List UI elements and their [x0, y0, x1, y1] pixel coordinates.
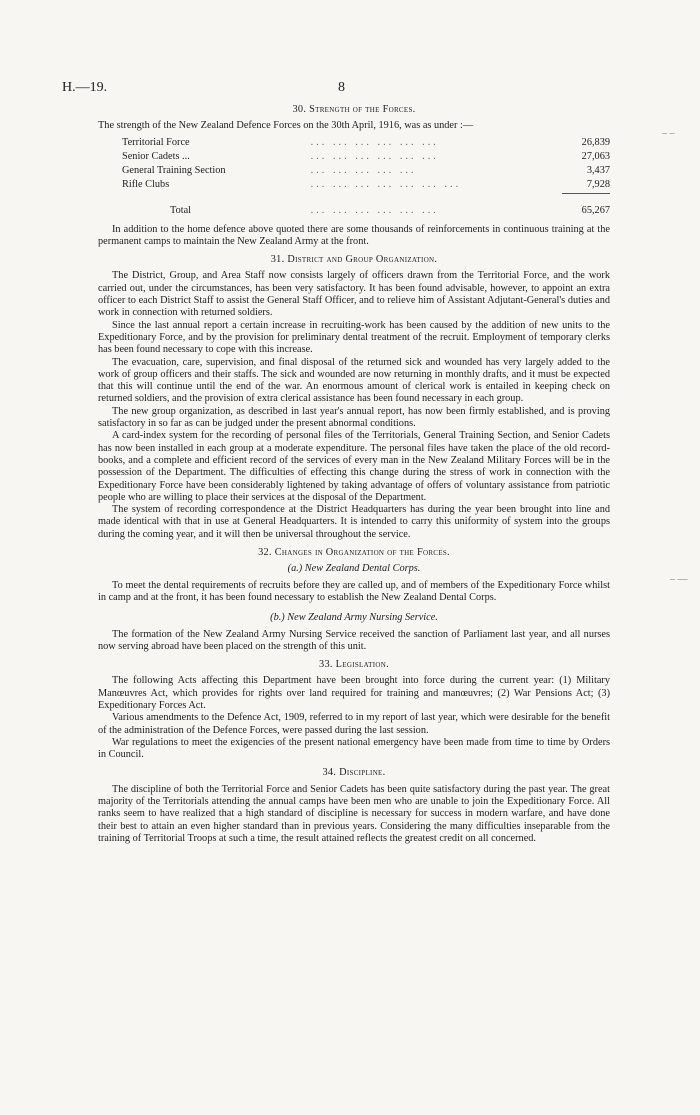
section-33-paragraph: War regulations to meet the exigencies of the present national emergency have been made from time to time by Orders in Council. [98, 736, 610, 761]
section-31-paragraph: The evacuation, care, supervision, and final disposal of the returned sick and wounded has very largely added to the work of group officers and their staffs. The sick and wounded are now returning in monthly drafts, and it must be expected that this will continue until the end of the war. An enormous amount of clerical work is entailed in keeping check on returned soldiers, and the provision of extra clerical assistance has been found necessary in each group. [98, 356, 610, 405]
margin-dash-mark: – –– [670, 574, 688, 585]
section-31-paragraph: Since the last annual report a certain increase in recruiting-work has been caused by the addition of new units to the Expeditionary Force, and by the provision for preliminary dental treatment of the recruit. Employment of temporary clerks has been found necessary to cope with this increase. [98, 319, 610, 356]
section-31-paragraph: The system of recording correspondence at the District Headquarters has during the year been brought into line and made identical with that in use at General Headquarters. It is intended to carry this uniformity of system into the groups during the coming year, and it will then be universal throughout the service. [98, 504, 610, 540]
section-33-paragraph: Various amendments to the Defence Act, 1909, referred to in my report of last year, which were desirable for the benefit of the administration of the Defence Forces, were passed during the last session. [98, 712, 610, 736]
section-32b-paragraph: The formation of the New Zealand Army Nursing Service received the sanction of Parliament last year, and all nurses now serving abroad have been placed on the strength of this unit. [98, 628, 610, 652]
section-32a-paragraph: To meet the dental requirements of recruits before they are called up, and of members of the Expeditionary Force whilst in camp and at the front, it has been found necessary to establish the New Zealand Dental Corps. [98, 579, 610, 603]
total-rule [562, 193, 610, 194]
section-31-paragraph: A card-index system for the recording of personal files of the Territorials, General Training Section, and Senior Cadets has now been installed in each group at a moderate expenditure. The personal files have taken the place of the old record-books, and a complete and efficient record of the services of every man in the New Zealand Military Forces will be in the possession of the Department. The difficulties of effecting this change during the stress of work in connection with the Expeditionary Force have been considerably lightened by taking advantage of offers of voluntary assistance from patriotic people who are willing to place their services at the disposal of the Department. [98, 430, 610, 503]
section-31-paragraph: The District, Group, and Area Staff now consists largely of officers drawn from the Territorial Force, and the work carried out, under the circumstances, has been very satisfactory. It has been found advisable, however, to appoint an extra officer to each District Staff to assist the General Staff Officer, and to relieve him of Assistant Adjutant-General's duties and work in connection with returned soldiers. [98, 270, 610, 319]
report-reference: H.—19. [62, 80, 108, 95]
total-row: Total ... ... ... ... ... ... 65,267 [170, 204, 610, 216]
section-33-heading: 33. Legislation. [319, 659, 389, 671]
section-33-paragraph: The following Acts affecting this Department have been brought into force during the current year: (1) Military Manœuvres Act, which provides for rights over land required for training and manœuvres; (2) War Pensions Act; (3) Expeditionary Forces Act. [98, 675, 610, 711]
section-30-heading: 30. Strength of the Forces. [292, 104, 416, 115]
table-row: Territorial Force ... ... ... ... ... ... 26,839 [122, 136, 610, 148]
section-34-paragraph: The discipline of both the Territorial Force and Senior Cadets has been quite satisfactory during the past year. The great majority of the Territorials attending the annual camps have been men who are unable to join the Expeditionary Force. All ranks seem to have realized that a high standard of discipline is necessary for success in modern warfare, and have done their best to attain an even higher standard than in previous years. Considering the many difficulties inseparable from the training of Territorial Troops at such a time, the result attained reflects the greatest credit on all concerned. [98, 783, 610, 844]
section-30-paragraph: In addition to the home defence above quoted there are some thousands of reinforcements in continuous training at the permanent camps to maintain the New Zealand Army at the front. [98, 223, 610, 247]
section-30-intro: The strength of the New Zealand Defence Forces on the 30th April, 1916, was as under :— [98, 120, 474, 132]
table-row: General Training Section ... ... ... ... ... 3,437 [122, 164, 610, 176]
section-32-heading: 32. Changes in Organization of the Forces. [258, 547, 450, 559]
section-32a-subheading: (a.) New Zealand Dental Corps. [287, 563, 421, 575]
section-32b-subheading: (b.) New Zealand Army Nursing Service. [270, 612, 438, 624]
table-row: Senior Cadets ... ... ... ... ... ... ... 27,063 [122, 150, 610, 162]
report-body [98, 104, 610, 845]
table-row: Rifle Clubs ... ... ... ... ... ... ... 7,928 [122, 178, 610, 190]
section-34-heading: 34. Discipline. [322, 767, 386, 779]
strength-table [122, 136, 610, 218]
section-31-paragraph: The new group organization, as described in last year's annual report, has now been firmly established, and is proving satisfactory in so far as can be judged under the present abnormal conditions. [98, 405, 610, 430]
section-31-heading: 31. District and Group Organization. [270, 254, 438, 266]
page-number: 8 [338, 80, 345, 95]
margin-dash-mark: – – [662, 128, 675, 139]
